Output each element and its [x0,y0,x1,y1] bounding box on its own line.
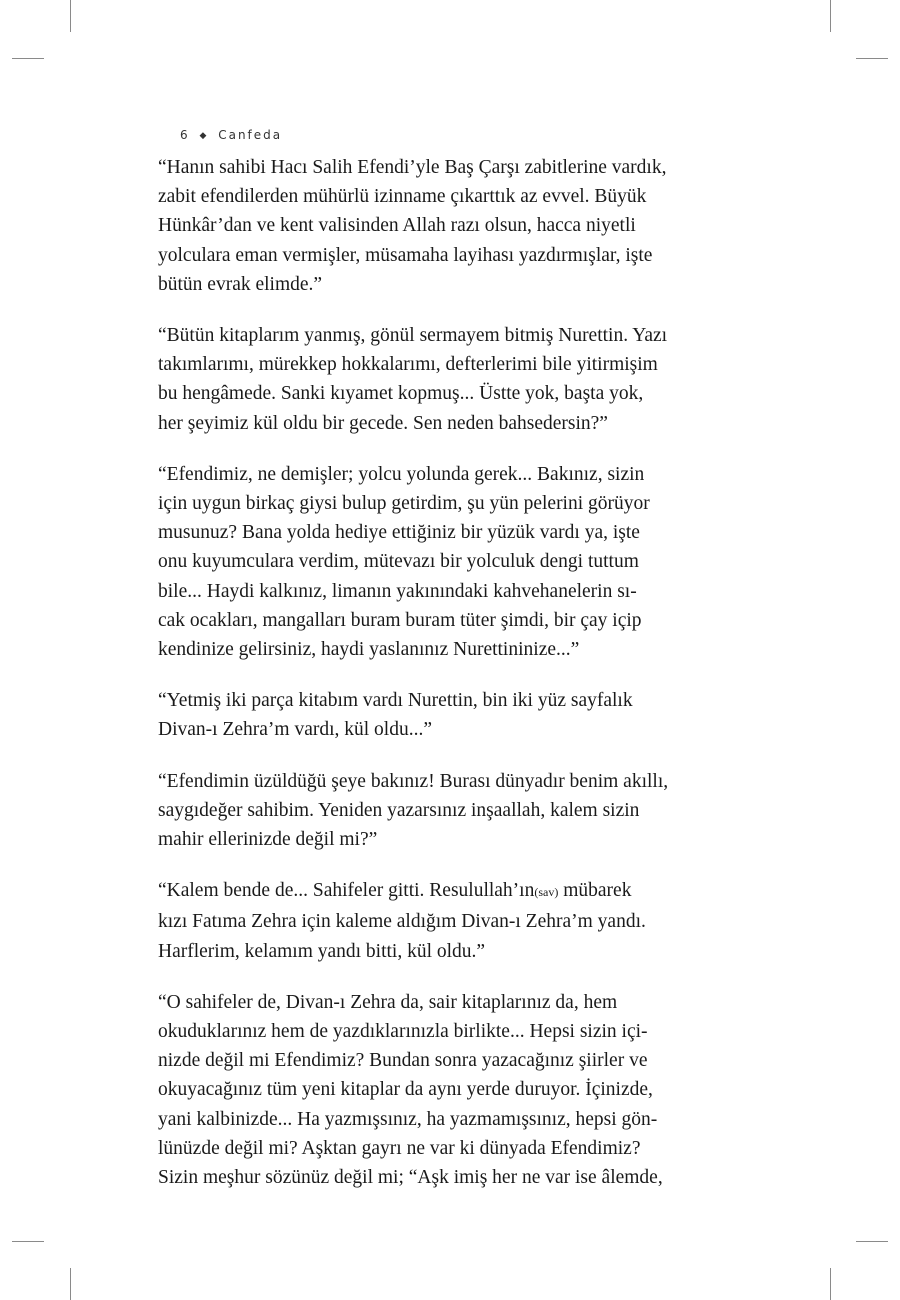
text-line: Harflerim, kelamım yandı bitti, kül oldu.” [158,940,486,962]
text-line: takımlarımı, mürekkep hokkalarımı, defterlerimi bile yitirmişim [158,354,658,376]
text-line: yani kalbinizde... Ha yazmışsınız, ha yazmamışsınız, hepsi gön- [158,1108,658,1130]
honorific-abbreviation: (sav) [534,885,559,900]
crop-mark [70,1268,71,1300]
text-segment: mübarek [558,880,632,902]
text-line: Hünkâr’dan ve kent valisinden Allah razı olsun, hacca niyetli [158,215,636,237]
text-line: okuyacağınız tüm yeni kitaplar da aynı yerde duruyor. İçinizde, [158,1079,653,1101]
text-line: Sizin meşhur sözünüz değil mi; “Aşk imiş her ne var ise âlemde, [158,1167,663,1189]
text-line: bütün evrak elimde.” [158,273,323,295]
text-line: her şeyimiz kül oldu bir gecede. Sen neden bahsedersin?” [158,412,608,434]
crop-mark [70,0,71,32]
text-line: musunuz? Bana yolda hediye ettiğiniz bir yüzük vardı ya, işte [158,522,640,544]
text-line: bu hengâmede. Sanki kıyamet kopmuş... Üstte yok, başta yok, [158,383,644,405]
text-line: lünüzde değil mi? Aşktan gayrı ne var ki dünyada Efendimiz? [158,1137,641,1159]
text-line: “Bütün kitaplarım yanmış, gönül sermayem bitmiş Nurettin. Yazı [158,325,668,347]
text-line: “Efendimiz, ne demişler; yolcu yolunda gerek... Bakınız, sizin [158,463,645,485]
text-line: onu kuyumculara verdim, mütevazı bir yolculuk dengi tuttum [158,551,639,573]
diamond-bullet-icon: ◆ [199,131,209,141]
text-line: yolculara eman vermişler, müsamaha layihası yazdırmışlar, işte [158,244,653,266]
crop-mark [12,1241,44,1242]
paragraph-2 [158,321,748,438]
paragraph-1 [158,153,748,299]
text-line: için uygun birkaç giysi bulup getirdim, şu yün pelerini görüyor [158,493,650,515]
text-line: Divan-ı Zehra’m vardı, kül oldu...” [158,719,432,741]
text-line [158,876,748,907]
crop-mark [856,1241,888,1242]
text-line: “Efendimin üzüldüğü şeye bakınız! Burası dünyadır benim akıllı, [158,770,669,792]
text-line: nizde değil mi Efendimiz? Bundan sonra yazacağınız şiirler ve [158,1050,648,1072]
text-line: “O sahifeler de, Divan-ı Zehra da, sair kitaplarınız da, hem [158,991,618,1013]
text-line: zabit efendilerden mühürlü izinname çıkarttık az evvel. Büyük [158,186,647,208]
text-line: mahir ellerinizde değil mi?” [158,829,378,851]
paragraph-6 [158,876,748,966]
paragraph-5 [158,767,748,855]
body-text [158,153,748,1214]
text-line: saygıdeğer sahibim. Yeniden yazarsınız inşaallah, kalem sizin [158,799,640,821]
text-line: kızı Fatıma Zehra için kaleme aldığım Divan-ı Zehra’m yandı. [158,911,646,933]
crop-mark [830,0,831,32]
text-line: okuduklarınız hem de yazdıklarınızla birlikte... Hepsi sizin içi- [158,1021,648,1043]
running-head [180,128,282,142]
book-title: Canfeda [218,128,283,142]
text-line: cak ocakları, mangalları buram buram tüter şimdi, bir çay içip [158,609,642,631]
crop-mark [856,58,888,59]
paragraph-7 [158,988,748,1192]
text-line: “Hanın sahibi Hacı Salih Efendi’yle Baş Çarşı zabitlerine vardık, [158,157,667,178]
crop-mark [830,1268,831,1300]
text-line: “Yetmiş iki parça kitabım vardı Nurettin, bin iki yüz sayfalık [158,690,633,712]
text-segment: “Kalem bende de... Sahifeler gitti. Resulullah’ın [158,880,535,902]
paragraph-3 [158,460,748,664]
crop-mark [12,58,44,59]
paragraph-4 [158,686,748,744]
text-line: bile... Haydi kalkınız, limanın yakınındaki kahvehanelerin sı- [158,580,637,602]
page-number: 6 [180,128,190,142]
text-line: kendinize gelirsiniz, haydi yaslanınız Nurettininize...” [158,639,580,661]
